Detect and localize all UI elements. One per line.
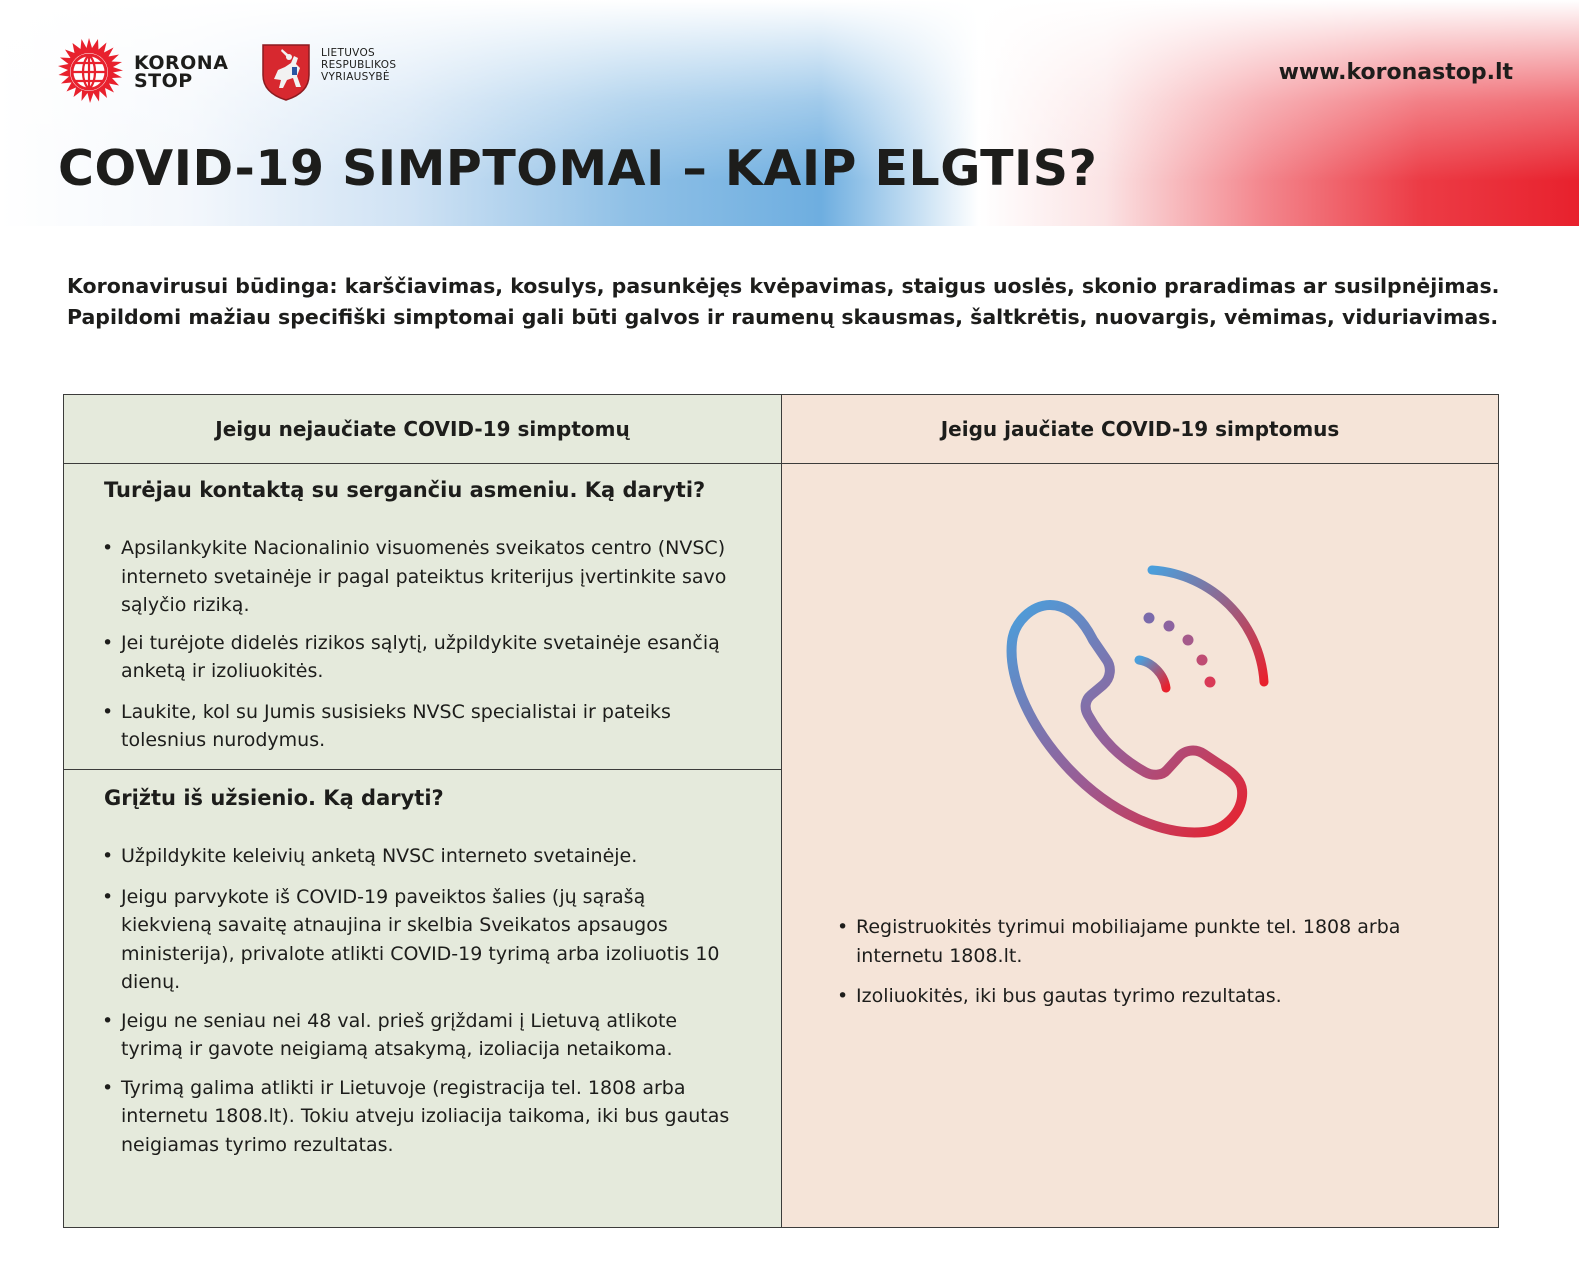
korona-word: KORONA [134,52,229,74]
contact-list [102,534,742,755]
contact-section [64,464,781,770]
header-banner [0,0,1579,226]
list-item: • Jeigu parvykote iš COVID-19 paveiktos šalies (jų sąrašą kiekvieną savaitę atnaujina ir skelbia Sveikatos apsaugos ministerija), privalote atlikti COVID-19 tyrimą arba izoliuotis 10 dienų. [102,883,742,997]
gov-line-1: LIETUVOS [321,47,376,59]
list-item: • Izoliuokitės, iki bus gautas tyrimo rezultatas. [837,982,1457,1011]
no-symptoms-heading: Jeigu nejaučiate COVID-19 simptomų [64,395,781,464]
stop-word: STOP [134,70,193,92]
abroad-section [64,770,781,1229]
list-item: • Užpildykite keleivių anketą NVSC interneto svetainėje. [102,842,742,871]
gov-line-2: RESPUBLIKOS [321,59,397,71]
symptoms-heading: Jeigu jaučiate COVID-19 simptomus [782,395,1498,464]
list-item: • Registruokitės tyrimui mobiliajame punkte tel. 1808 arba internetu 1808.lt. [837,913,1457,970]
contact-section-title: Turėjau kontaktą su sergančiu asmeniu. Ką daryti? [104,478,706,502]
page-title: COVID-19 SIMPTOMAI – KAIP ELGTIS? [58,140,1098,197]
korona-stop-wordmark [134,54,228,90]
symptoms-list [837,913,1457,1011]
phone-icon [992,560,1282,850]
government-wordmark [321,47,396,83]
symptoms-column [782,395,1498,1227]
list-item: • Apsilankykite Nacionalinio visuomenės sveikatos centro (NVSC) interneto svetainėje ir pagal pateiktus kriterijus įvertinkite savo sąlyčio riziką. [102,534,742,620]
list-item: • Laukite, kol su Jumis susisieks NVSC specialistai ir pateiks tolesnius nurodymus. [102,698,742,755]
guidance-table [63,394,1499,1228]
list-item: • Jei turėjote didelės rizikos sąlytį, užpildykite svetainėje esančią anketą ir izoliuokitės. [102,629,742,686]
list-item: • Jeigu ne seniau nei 48 val. prieš grįždami į Lietuvą atlikote tyrimą ir gavote neigiamą atsakymą, izoliacija netaikoma. [102,1007,742,1064]
abroad-list [102,842,742,1159]
coat-of-arms-icon [261,43,311,101]
abroad-section-title: Grįžtu iš užsienio. Ką daryti? [104,786,444,810]
no-symptoms-column [64,395,782,1227]
list-item: • Tyrimą galima atlikti ir Lietuvoje (registracija tel. 1808 arba internetu 1808.lt). Tokiu atveju izoliacija taikoma, iki bus gautas neigiamas tyrimo rezultatas. [102,1074,742,1160]
korona-stop-logo-icon [53,36,125,108]
gov-line-3: VYRIAUSYBĖ [321,71,390,83]
intro-paragraph: Koronavirusui būdinga: karščiavimas, kosulys, pasunkėjęs kvėpavimas, staigus uoslės, skonio praradimas ar susilpnėjimas. Papildomi mažiau specifiški simptomai gali būti galvos ir raumenų skausmas, šaltkrėtis, nuovargis, vėmimas, viduriavimas. [67,274,1500,329]
website-link[interactable]: www.koronastop.lt [1278,60,1513,85]
